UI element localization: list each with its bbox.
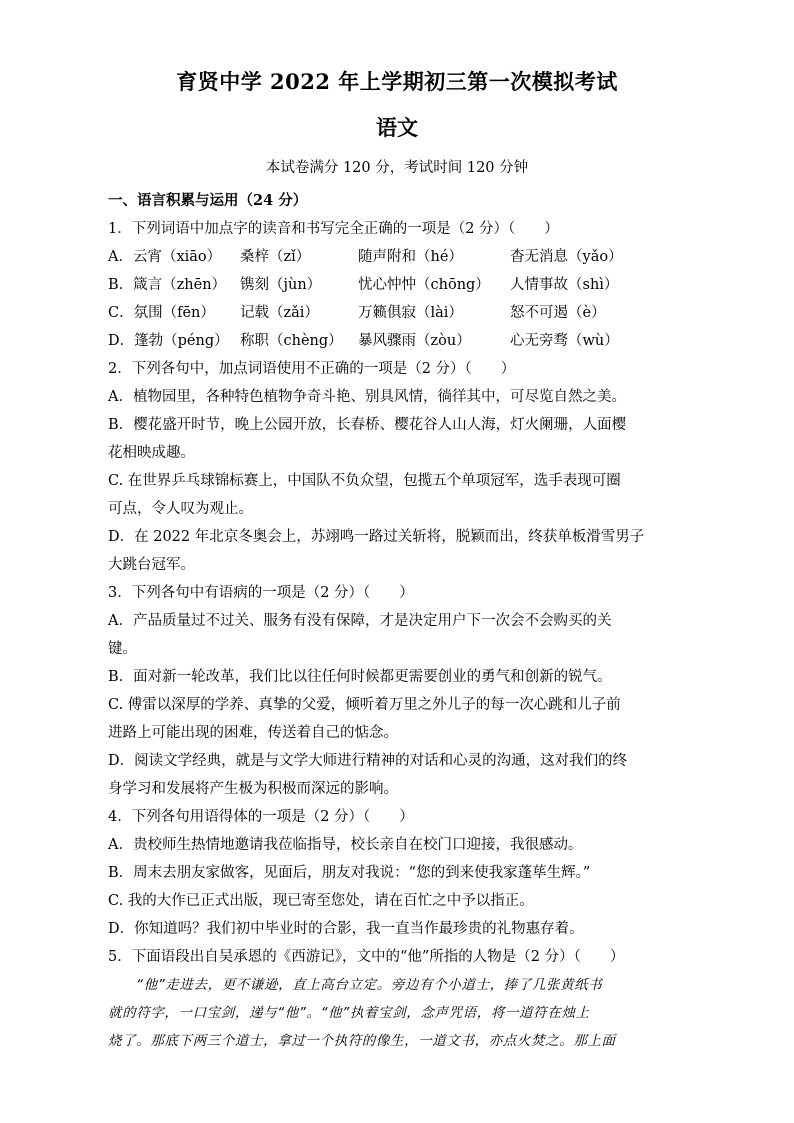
question-1-option-d (108, 327, 688, 355)
passage-line: 就的符字，一口宝剑，递与“他”。“他”执着宝剑，念声咒语，将一道符在烛上 (108, 1005, 590, 1021)
passage-line: “他”走进去，更不谦逊，直上高台立定。旁边有个小道士，捧了几张黄纸书 (136, 977, 603, 993)
option-term: 万籁俱寂（lài） (358, 305, 463, 321)
passage-line: 烧了。那底下两三个道士，拿过一个执符的像生，一道文书，亦点火焚之。那上面 (108, 1033, 616, 1049)
question-2-line: C. 在世界乒乓球锦标赛上，中国队不负众望，包揽五个单项冠军，选手表现可圈 (108, 473, 621, 489)
option-term: 暴风骤雨（zòu） (358, 333, 471, 349)
question-4-line: C. 我的大作已正式出版，现已寄至您处，请在百忙之中予以指正。 (108, 893, 534, 909)
option-term: 怒不可遏（è） (510, 305, 606, 321)
question-4-line: A．贵校师生热情地邀请我莅临指导，校长亲自在校门口迎接，我很感动。 (108, 837, 583, 853)
question-3-line: B．面对新一轮改革，我们比以往任何时候都更需要创业的勇气和创新的锐气。 (108, 669, 612, 685)
question-1-stem: 1．下列词语中加点字的读音和书写完全正确的一项是（2 分）（ ） (108, 221, 559, 237)
option-term: 镌刻（jùn） (240, 277, 322, 293)
option-term: 称职（chèng） (240, 333, 343, 349)
question-4-line: B．周末去朋友家做客，见面后，朋友对我说：“您的到来使我家蓬荜生辉。” (108, 865, 591, 881)
exam-subject: 语文 (376, 115, 418, 140)
exam-title: 育贤中学 2022 年上学期初三第一次模拟考试 (176, 69, 618, 94)
exam-body (108, 187, 688, 1055)
question-3-line: C. 傅雷以深厚的学养、真挚的父爱，倾听着万里之外儿子的每一次心跳和儿子前 (108, 697, 621, 713)
question-1-option-b (108, 271, 688, 299)
question-2-line: 大跳台冠军。 (108, 557, 195, 573)
question-2-line: D．在 2022 年北京冬奥会上，苏翊鸣一路过关斩将，脱颖而出，终获单板滑雪男子 (108, 529, 645, 545)
option-term: B．箴言（zhēn） (108, 277, 227, 293)
question-3-line: 身学习和发展将产生极为积极而深远的影响。 (108, 781, 398, 797)
option-term: 心无旁骛（wù） (510, 333, 619, 349)
question-2-line: 可点，令人叹为观止。 (108, 501, 253, 517)
option-term: 人情事故（shì） (510, 277, 619, 293)
question-5-stem: 5．下面语段出自吴承恩的《西游记》，文中的“他”所指的人物是（2 分）（ ） (108, 949, 625, 965)
question-1-option-c (108, 299, 688, 327)
question-2-line: 花相映成趣。 (108, 445, 195, 461)
question-3-line: D．阅读文学经典，就是与文学大师进行精神的对话和心灵的沟通，这对我们的终 (108, 753, 628, 769)
option-term: 记载（zǎi） (240, 305, 319, 321)
question-3-stem: 3．下列各句中有语病的一项是（2 分）（ ） (108, 585, 414, 601)
option-term: 桑梓（zǐ） (240, 249, 311, 265)
option-term: D．篷勃（péng） (108, 333, 229, 349)
exam-info: 本试卷满分 120 分，考试时间 120 分钟 (265, 160, 529, 176)
question-4-stem: 4．下列各句用语得体的一项是（2 分）（ ） (108, 809, 414, 825)
option-term: A．云宵（xiāo） (108, 249, 222, 265)
question-3-line: 键。 (108, 641, 137, 657)
question-2-stem: 2．下列各句中，加点词语使用不正确的一项是（2 分）（ ） (108, 361, 516, 377)
option-term: 杳无消息（yǎo） (510, 249, 623, 265)
question-2-line: A．植物园里，各种特色植物争奇斗艳、别具风情，徜徉其中，可尽览自然之美。 (108, 389, 626, 405)
option-term: C．氛围（fēn） (108, 305, 215, 321)
question-3-line: 进路上可能出现的困难，传送着自己的惦念。 (108, 725, 398, 741)
option-term: 随声附和（hé） (358, 249, 463, 265)
question-4-line: D．你知道吗？我们初中毕业时的合影，我一直当作最珍贵的礼物惠存着。 (108, 921, 584, 937)
question-3-line: A．产品质量过不过关、服务有没有保障，才是决定用户下一次会不会购买的关 (108, 613, 612, 629)
question-1-option-a (108, 243, 688, 271)
section-heading: 一、语言积累与运用（24 分） (108, 192, 308, 209)
option-term: 忧心忡忡（chōng） (358, 277, 490, 293)
question-2-line: B．樱花盛开时节，晚上公园开放，长春桥、樱花谷人山人海，灯火阑珊，人面樱 (108, 417, 627, 433)
